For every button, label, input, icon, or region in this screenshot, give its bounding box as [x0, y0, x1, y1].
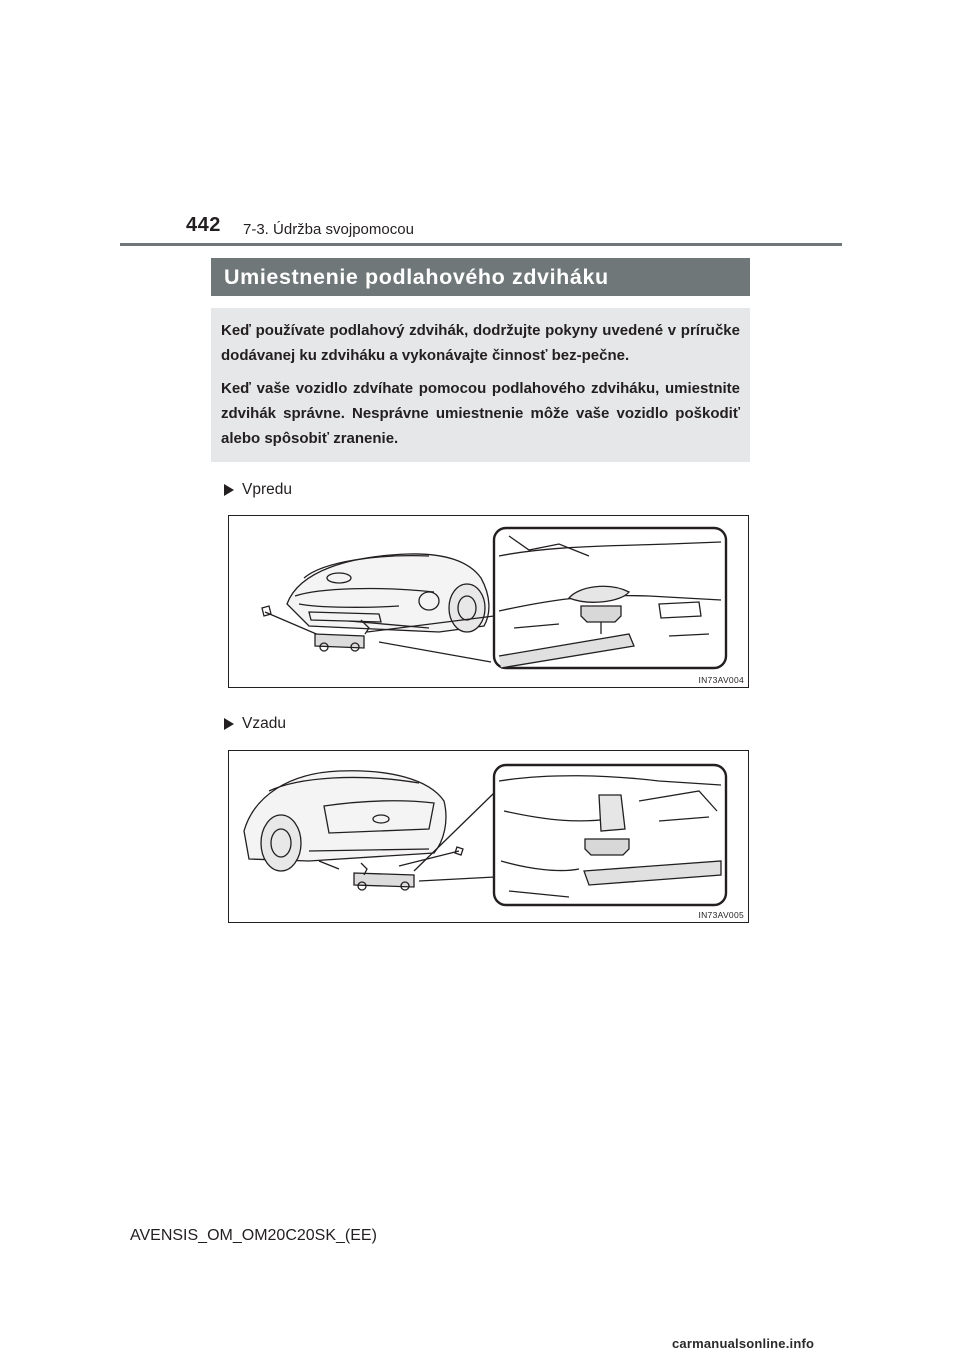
intro-box [211, 308, 750, 462]
triangle-bullet-icon [224, 718, 234, 730]
header-divider [120, 243, 842, 246]
rear-jack-figure [228, 750, 749, 923]
rear-label: Vzadu [242, 715, 286, 732]
intro-paragraph-1: Keď používate podlahový zdvihák, dodržujte pokyny uvedené v príručke dodávanej ku zdviháku a vykonávajte činnosť bez-pečne. [221, 322, 740, 364]
section-heading: 7-3. Údržba svojpomocou [243, 221, 414, 238]
front-car-illustration [229, 516, 749, 688]
front-jack-figure [228, 515, 749, 688]
watermark-link[interactable]: carmanualsonline.info [672, 1336, 815, 1351]
footer-document-id: AVENSIS_OM_OM20C20SK_(EE) [130, 1227, 377, 1244]
front-label: Vpredu [242, 481, 292, 498]
figure-code: IN73AV005 [698, 910, 744, 920]
front-heading [224, 481, 292, 499]
intro-paragraph-2: Keď vaše vozidlo zdvíhate pomocou podlahového zdviháku, umiestnite zdvihák správne. Nesprávne umiestnenie môže vaše vozidlo poškodiť alebo spôsobiť zranenie. [221, 380, 740, 447]
page-number: 442 [186, 214, 221, 236]
triangle-bullet-icon [224, 484, 234, 496]
rear-car-illustration [229, 751, 749, 923]
figure-code: IN73AV004 [698, 675, 744, 685]
section-title: Umiestnenie podlahového zdviháku [211, 258, 750, 296]
rear-heading [224, 715, 286, 733]
